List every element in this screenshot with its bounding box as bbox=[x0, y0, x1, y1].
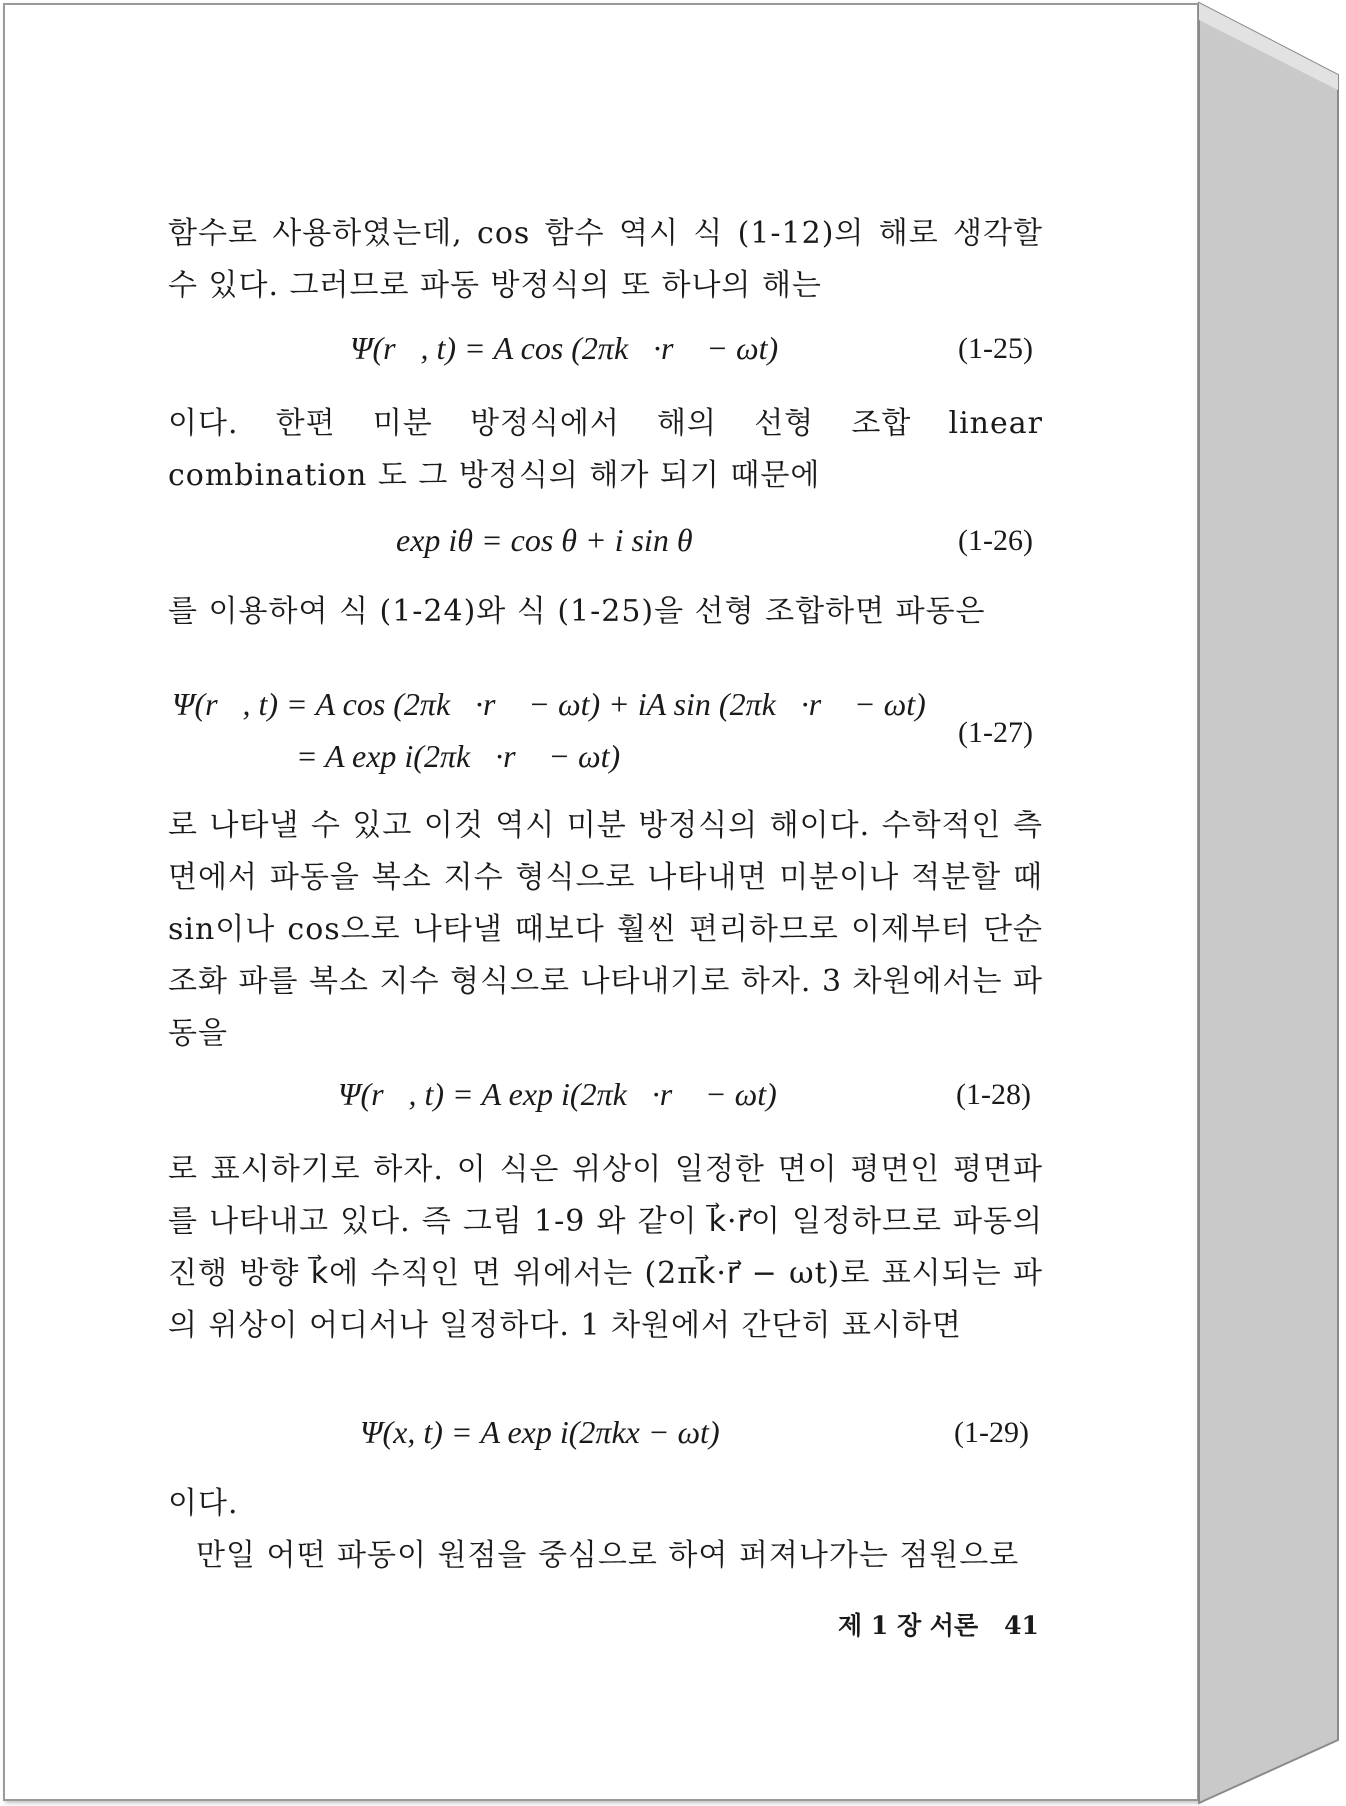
equation-number-1-29: (1-29) bbox=[954, 1416, 1029, 1449]
equation-1-25: Ψ(r⃗, t) = A cos (2πk⃗·r⃗ − ωt) bbox=[350, 330, 779, 366]
paragraph-1: 함수로 사용하였는데, cos 함수 역시 식 (1-12)의 해로 생각할 수 있다. 그러므로 파동 방정식의 또 하나의 해는 bbox=[168, 216, 1043, 303]
equation-1-27-line-1: Ψ(r⃗, t) = A cos (2πk⃗·r⃗ − ωt) + iA sin (2πk⃗·r⃗ − ωt) bbox=[172, 686, 926, 722]
paragraph-5: 로 표시하기로 하자. 이 식은 위상이 일정한 면이 평면인 평면파를 나타내고 있다. 즉 그림 1-9 와 같이 k⃗·r⃗이 일정하므로 파동의 진행 방향 k⃗에 수직인 면 위에서는 (2πk⃗·r⃗ − ωt)로 표시되는 파의 위상이 어디서나 일정하다. 1 차원에서 간단히 표시하면 bbox=[168, 1152, 1043, 1343]
paragraph-6: 이다. bbox=[168, 1486, 239, 1521]
equation-number-1-26: (1-26) bbox=[958, 524, 1033, 557]
equation-1-27-line-2: = A exp i(2πk⃗·r⃗ − ωt) bbox=[296, 738, 621, 774]
paragraph-4: 로 나타낼 수 있고 이것 역시 미분 방정식의 해이다. 수학적인 측면에서 파동을 복소 지수 형식으로 나타내면 미분이나 적분할 때 sin이나 cos으로 나타낼 때보다 훨씬 편리하므로 이제부터 단순 조화 파를 복소 지수 형식으로 나타내기로 하자. 3 차원에서는 파동을 bbox=[168, 808, 1043, 1051]
chapter-label: 제 1 장 서론 bbox=[838, 1611, 979, 1640]
equation-1-29: Ψ(x, t) = A exp i(2πkx − ωt) bbox=[360, 1414, 720, 1450]
paragraph-3: 를 이용하여 식 (1-24)와 식 (1-25)을 선형 조합하면 파동은 bbox=[168, 594, 986, 629]
page-number: 41 bbox=[1004, 1611, 1039, 1640]
page-footer bbox=[838, 1606, 1039, 1642]
equation-number-1-28: (1-28) bbox=[956, 1078, 1031, 1111]
paragraph-2: 이다. 한편 미분 방정식에서 해의 선형 조합 linear combination 도 그 방정식의 해가 되기 때문에 bbox=[168, 406, 1043, 493]
equation-1-26: exp iθ = cos θ + i sin θ bbox=[396, 522, 693, 558]
equation-1-28: Ψ(r⃗, t) = A exp i(2πk⃗·r⃗ − ωt) bbox=[338, 1076, 777, 1112]
equation-number-1-27: (1-27) bbox=[958, 716, 1033, 749]
equation-number-1-25: (1-25) bbox=[958, 332, 1033, 365]
paragraph-7: 만일 어떤 파동이 원점을 중심으로 하여 퍼져나가는 점원으로 bbox=[196, 1538, 1020, 1573]
